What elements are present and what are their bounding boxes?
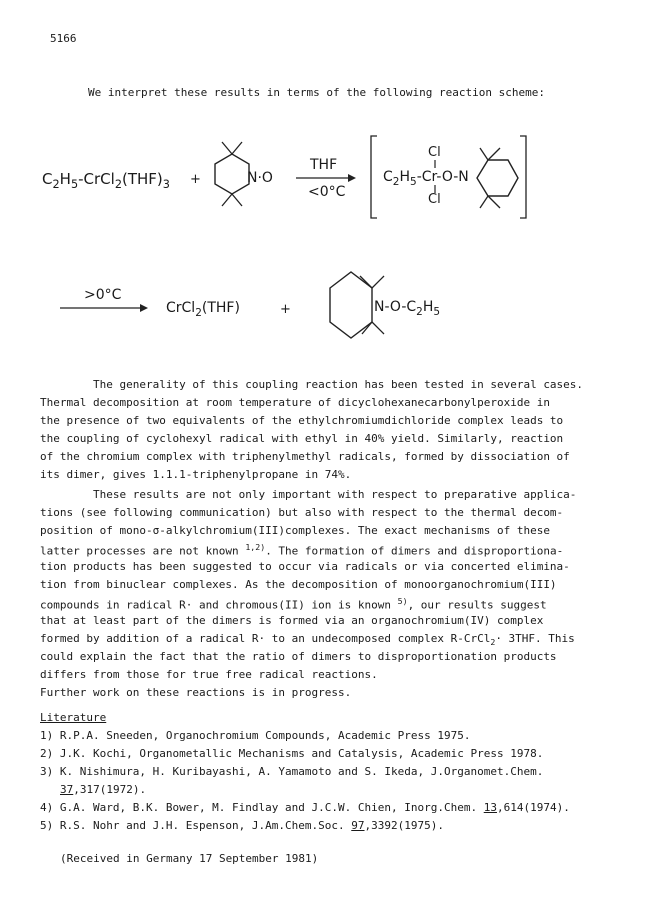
para1-line: Thermal decomposition at room temperature of dicyclohexanecarbonylperoxide in xyxy=(40,396,550,409)
bracket-left xyxy=(371,136,377,218)
intermediate-ring xyxy=(477,160,518,196)
para2-line: Further work on these reactions is in progress. xyxy=(40,686,352,699)
para2-line: could explain the fact that the ratio of dimers to disproportionation products xyxy=(40,650,557,663)
literature-heading: Literature xyxy=(40,711,107,724)
arrow-1-condition-temp: <0°C xyxy=(308,184,346,200)
reference-item: 4) G.A. Ward, B.K. Bower, M. Findlay and J.C.W. Chien, Inorg.Chem. 13,614(1974). xyxy=(40,801,570,814)
plus-sign-2: + xyxy=(280,302,291,317)
reference-item-continued: 37,317(1972). xyxy=(60,783,147,796)
intermediate-cl-bottom: Cl xyxy=(428,192,441,207)
bracket-right xyxy=(520,136,526,218)
intro-sentence: We interpret these results in terms of the following reaction scheme: xyxy=(88,86,545,99)
tempo-ring xyxy=(215,154,249,194)
para2-line: differs from those for true free radical reactions. xyxy=(40,668,378,681)
reference-item: 2) J.K. Kochi, Organometallic Mechanisms and Catalysis, Academic Press 1978. xyxy=(40,747,544,760)
citation-5: 5) xyxy=(397,596,408,606)
para2-line: tions (see following communication) but also with respect to the thermal decom- xyxy=(40,506,564,519)
tempo-methyl-3 xyxy=(222,194,232,206)
arrow-head-1 xyxy=(348,174,356,182)
para1-line: its dimer, gives 1.1.1-triphenylpropane in 74%. xyxy=(40,468,352,481)
product-chromium: CrCl$_2$(THF) xyxy=(166,300,240,319)
int-methyl-1 xyxy=(480,148,488,160)
citation-1-2: 1,2) xyxy=(245,542,266,552)
para2-line: tion products has been suggested to occur via radicals or via concerted elimina- xyxy=(40,560,570,573)
prod-methyl-4 xyxy=(372,322,384,334)
reference-item: 1) R.P.A. Sneeden, Organochromium Compounds, Academic Press 1975. xyxy=(40,729,471,742)
page-number: 5166 xyxy=(50,32,77,45)
para2-line: These results are not only important with respect to preparative applica- xyxy=(40,488,577,501)
para2-line: tion from binuclear complexes. As the decomposition of monoorganochromium(III) xyxy=(40,578,557,591)
para2-line: that at least part of the dimers is formed via an organochromium(IV) complex xyxy=(40,614,544,627)
reagent-ethylchromium: $C_2H_5-CrCl_2(THF)_3$ xyxy=(42,170,170,191)
tempo-methyl-4 xyxy=(232,194,242,206)
prod-methyl-2 xyxy=(372,276,384,288)
reference-item: 5) R.S. Nohr and J.H. Espenson, J.Am.Chem.Soc. 97,3392(1975). xyxy=(40,819,444,832)
arrow-2-condition-temp: >0°C xyxy=(84,287,122,303)
para1-line: the coupling of cyclohexyl radical with ethyl in 40% yield. Similarly, reaction xyxy=(40,432,564,445)
prod-methyl-1 xyxy=(360,276,372,288)
int-methyl-2 xyxy=(488,148,500,160)
plus-sign-1: + xyxy=(190,172,201,187)
int-methyl-3 xyxy=(480,196,488,208)
arrow-head-2 xyxy=(140,304,148,312)
para2-line: compounds in radical R· and chromous(II) ion is known $^{5)}$, our results suggest xyxy=(40,596,547,612)
int-methyl-4 xyxy=(488,196,500,208)
tempo-label: N·O xyxy=(247,170,273,186)
intermediate-complex: $C_2H_5-Cr-O-N$ xyxy=(383,169,469,188)
arrow-1-condition-solvent: THF xyxy=(310,157,338,173)
tempo-methyl-2 xyxy=(232,142,242,154)
product-alkoxyamine: $N-O-C_2H_5$ xyxy=(374,299,441,318)
para1-line: The generality of this coupling reaction has been tested in several cases. xyxy=(40,378,584,391)
reference-item: 3) K. Nishimura, H. Kuribayashi, A. Yamamoto and S. Ikeda, J.Organomet.Chem. xyxy=(40,765,544,778)
para1-line: of the chromium complex with triphenylmethyl radicals, formed by dissociation of xyxy=(40,450,570,463)
tempo-methyl-1 xyxy=(222,142,232,154)
para2-line: formed by addition of a radical R· to an undecomposed complex R-CrCl$_2$· 3THF. This xyxy=(40,632,575,648)
intermediate-cl-top: Cl xyxy=(428,145,441,160)
para2-line: latter processes are not known $^{1,2)}$. The formation of dimers and disproportiona- xyxy=(40,542,564,558)
received-date: (Received in Germany 17 September 1981) xyxy=(60,852,319,865)
para1-line: the presence of two equivalents of the ethylchromiumdichloride complex leads to xyxy=(40,414,564,427)
para2-line: position of mono-σ-alkylchromium(III)complexes. The exact mechanisms of these xyxy=(40,524,550,537)
